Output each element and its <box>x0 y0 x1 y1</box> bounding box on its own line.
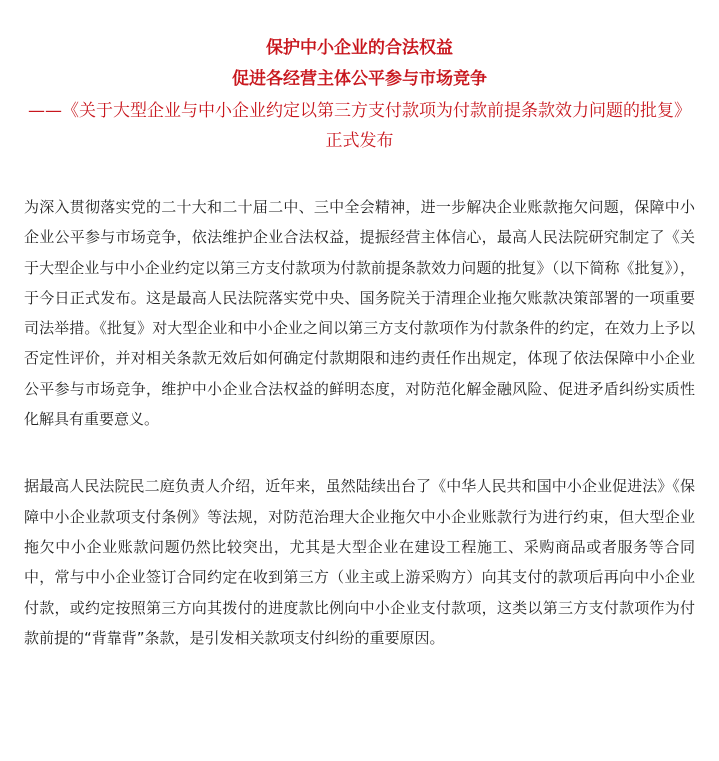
headline-line-1: 保护中小企业的合法权益 <box>266 38 453 58</box>
subtitle: ——《关于大型企业与中小企业约定以第三方支付款项为付款前提条款效力问题的批复》正式发布 <box>28 101 691 151</box>
headline-line-2: 促进各经营主体公平参与市场竞争 <box>232 69 487 89</box>
body-paragraph-2: 据最高人民法院民二庭负责人介绍，近年来，虽然陆续出台了《中华人民共和国中小企业促进法》《保障中小企业款项支付条例》等法规，对防范治理大企业拖欠中小企业账款行为进行约束，但大型企业拖欠中小企业账款问题仍然比较突出，尤其是大型企业在建设工程施工、采购商品或者服务等合同中，常与中小企业签订合同约定在收到第三方（业主或上游采购方）向其支付的款项后再向中小企业付款，或约定按照第三方向其拨付的进度款比例向中小企业支付款项，这类以第三方支付款项作为付款前提的“背靠背”条款，是引发相关款项支付纠纷的重要原因。 <box>24 477 695 647</box>
body-paragraph-1: 为深入贯彻落实党的二十大和二十届二中、三中全会精神，进一步解决企业账款拖欠问题，保障中小企业公平参与市场竞争，依法维护企业合法权益，提振经营主体信心，最高人民法院研究制定了《关于大型企业与中小企业约定以第三方支付款项为付款前提条款效力问题的批复》（以下简称《批复》），于今日正式发布。这是最高人民法院落实党中央、国务院关于清理企业拖欠账款决策部署的一项重要司法举措。《批复》对大型企业和中小企业之间以第三方支付款项作为付款条件的约定，在效力上予以否定性评价，并对相关条款无效后如何确定付款期限和违约责任作出规定，体现了依法保障中小企业公平参与市场竞争，维护中小企业合法权益的鲜明态度，对防范化解金融风险、促进矛盾纠纷实质性化解具有重要意义。 <box>24 198 695 429</box>
